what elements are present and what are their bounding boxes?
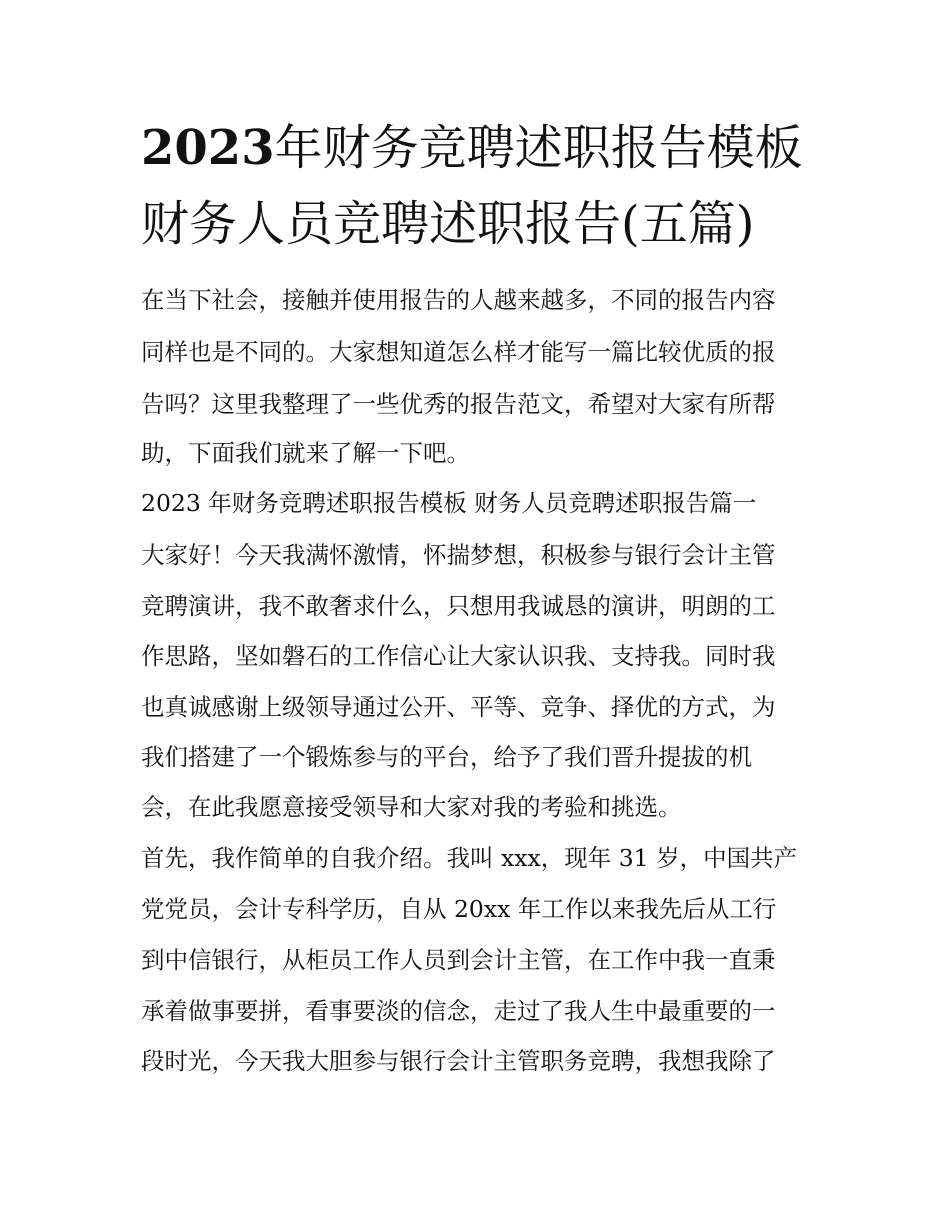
paragraph-line: 助，下面我们就来了解一下吧。 — [141, 439, 470, 467]
paragraph-line: 段时光，今天我大胆参与银行会计主管职务竞聘，我想我除了 — [141, 1047, 776, 1075]
paragraph-line: 承着做事要拼，看事要淡的信念，走过了我人生中最重要的一 — [141, 997, 776, 1025]
section-heading: 2023 年财务竞聘述职报告模板 财务人员竞聘述职报告篇一 — [141, 489, 757, 517]
paragraph-line: 首先，我作简单的自我介绍。我叫 xxx，现年 31 岁，中国共产 — [141, 844, 798, 872]
document-title-line-2: 财务人员竞聘述职报告(五篇) — [141, 196, 755, 252]
paragraph-line: 在当下社会，接触并使用报告的人越来越多，不同的报告内容 — [141, 286, 776, 314]
paragraph-line: 作思路，坚如磐石的工作信心让大家认识我、支持我。同时我 — [141, 642, 776, 670]
paragraph-line: 党党员，会计专科学历，自从 20xx 年工作以来我先后从工行 — [141, 895, 777, 923]
paragraph-line: 我们搭建了一个锻炼参与的平台，给予了我们晋升提拔的机 — [141, 743, 752, 771]
paragraph-line: 也真诚感谢上级领导通过公开、平等、竞争、择优的方式，为 — [141, 693, 776, 721]
title-year: 2023 — [141, 120, 275, 176]
paragraph-line: 会，在此我愿意接受领导和大家对我的考验和挑选。 — [141, 793, 682, 821]
paragraph-line: 竞聘演讲，我不敢奢求什么，只想用我诚恳的演讲，明朗的工 — [141, 592, 776, 620]
document-title-line-1 — [141, 120, 841, 176]
title-text: 年财务竞聘述职报告模板 — [274, 120, 803, 176]
paragraph-line: 到中信银行，从柜员工作人员到会计主管，在工作中我一直秉 — [141, 946, 776, 974]
paragraph-line: 同样也是不同的。大家想知道怎么样才能写一篇比较优质的报 — [141, 338, 776, 366]
paragraph-line: 告吗？这里我整理了一些优秀的报告范文，希望对大家有所帮 — [141, 390, 776, 418]
paragraph-line: 大家好！今天我满怀激情，怀揣梦想，积极参与银行会计主管 — [141, 541, 776, 569]
